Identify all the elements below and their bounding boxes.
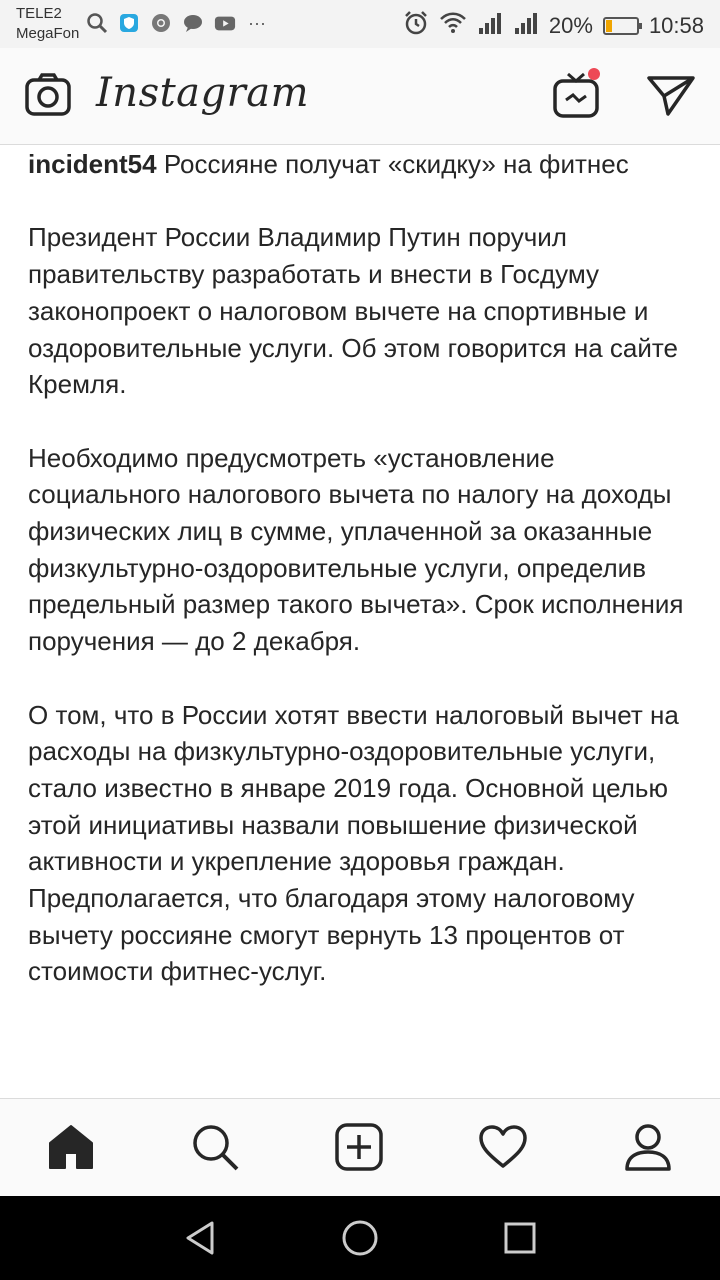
heart-icon[interactable]	[477, 1121, 529, 1173]
notification-icons	[86, 12, 268, 34]
camera-icon[interactable]	[24, 72, 72, 125]
chrome-icon	[150, 12, 172, 34]
shield-icon	[118, 12, 140, 34]
new-post-icon[interactable]	[333, 1121, 385, 1173]
post-username[interactable]: incident54	[28, 149, 157, 179]
signal-icon-1	[477, 11, 503, 41]
system-navigation-bar	[0, 1196, 720, 1280]
wifi-icon	[439, 11, 467, 41]
carrier-info	[16, 4, 79, 44]
carrier-name-1: TELE2	[16, 5, 62, 22]
igtv-notification-dot	[588, 68, 600, 80]
recents-icon[interactable]	[500, 1218, 540, 1258]
battery-icon	[603, 17, 639, 35]
search-icon[interactable]	[189, 1121, 241, 1173]
system-status	[403, 10, 704, 42]
search-icon	[86, 12, 108, 34]
app-header	[0, 48, 720, 145]
back-icon[interactable]	[180, 1218, 220, 1258]
signal-icon-2	[513, 11, 539, 41]
caption-paragraph: Президент России Владимир Путин поручил правительству разработать и внести в Госдуму законопроект о налоговом вычете на спортивные и оздоровительные услуги. Об этом говорится на сайте Кремля.	[28, 222, 678, 400]
caption-header	[28, 146, 696, 183]
status-bar	[0, 0, 720, 48]
alarm-icon	[403, 10, 429, 42]
youtube-icon	[214, 12, 236, 34]
post-caption	[28, 146, 696, 1096]
profile-icon[interactable]	[622, 1121, 674, 1173]
more-notifications-icon: ···	[248, 12, 266, 33]
instagram-logo: Instagram	[96, 70, 310, 116]
caption-paragraph: О том, что в России хотят ввести налоговый вычет на расходы на физкультурно-оздоровительные услуги, стало известно в январе 2019 года. Основной целью этой инициативы назвали повышение физической активности и укрепление здоровья граждан. Предполагается, что благодаря этому налоговому вычету россияне смогут вернуть 13 процентов от стоимости фитнес-услуг.	[28, 699, 679, 987]
carrier-name-2: MegaFon	[16, 25, 80, 42]
bottom-navigation	[0, 1098, 720, 1196]
home-icon[interactable]	[45, 1121, 97, 1173]
caption-paragraph: Необходимо предусмотреть «установление социального налогового вычета по налогу на доходы физических лиц в сумме, уплаченной за оказанные физкультурно-оздоровительные услуги, определив предельный размер такого вычета». Срок исполнения поручения — до 2 декабря.	[28, 442, 684, 657]
direct-message-icon[interactable]	[646, 74, 696, 123]
battery-percent: 20%	[548, 13, 593, 38]
home-circle-icon[interactable]	[340, 1218, 380, 1258]
clock: 10:58	[648, 13, 704, 38]
post-headline: Россияне получат «скидку» на фитнес	[163, 149, 629, 179]
chat-icon	[182, 12, 204, 34]
